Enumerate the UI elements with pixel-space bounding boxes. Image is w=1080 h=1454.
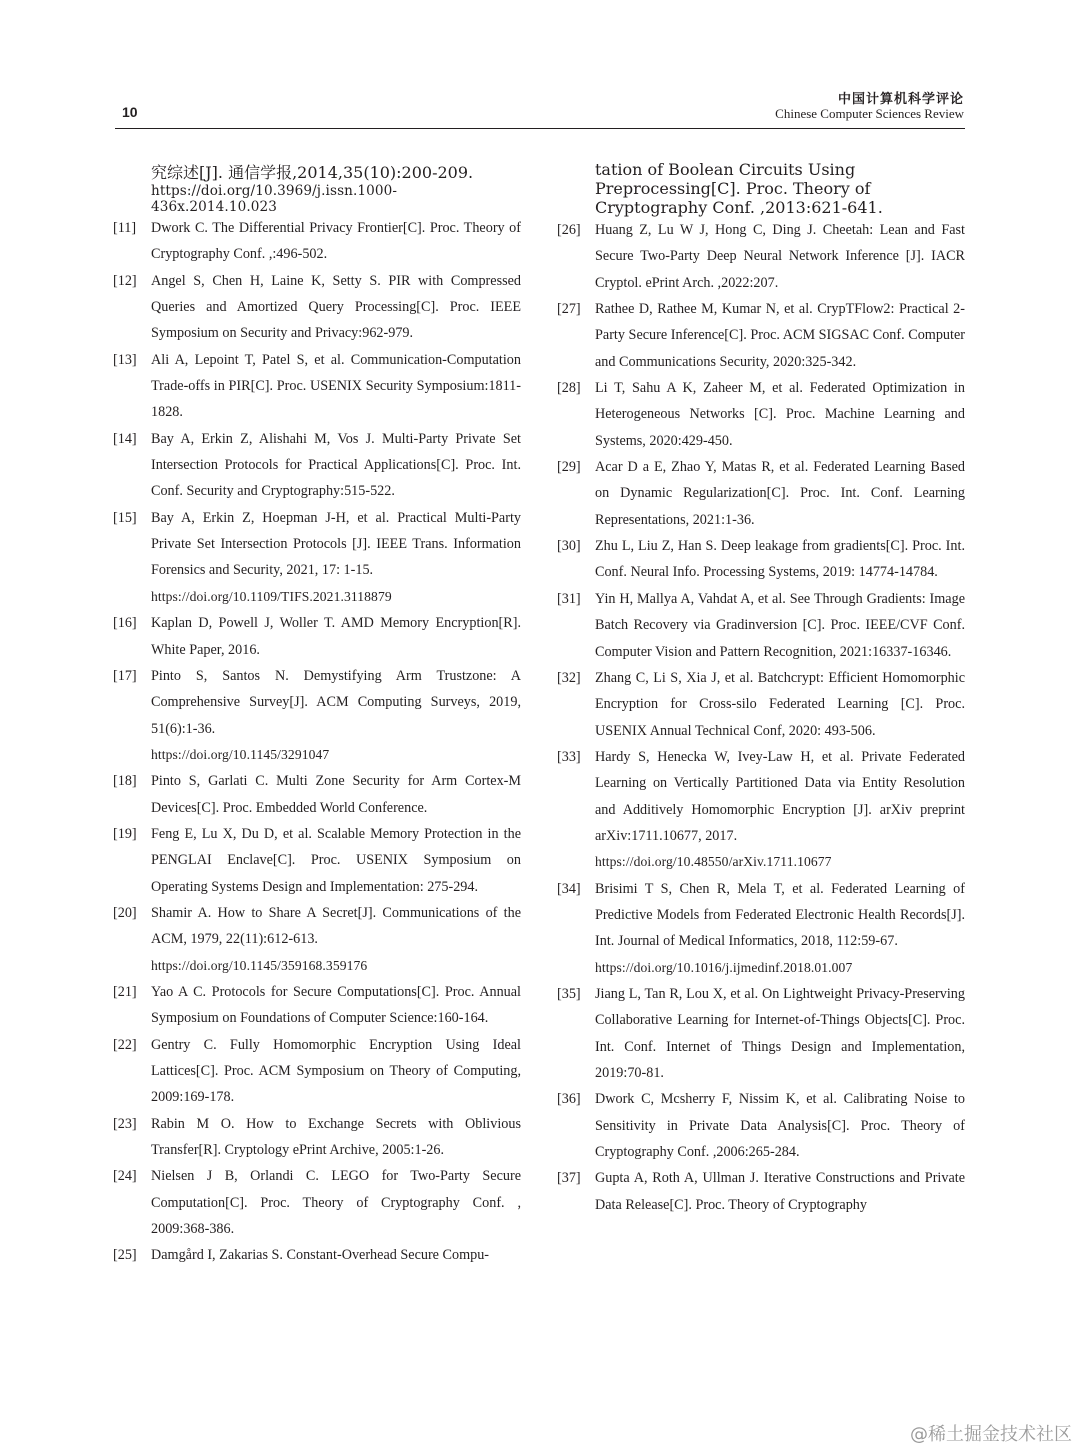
reference-entry: [557, 217, 965, 296]
page-number: 10: [122, 104, 138, 120]
left-column: [113, 160, 521, 1269]
reference-text: Li T, Sahu A K, Zaheer M, et al. Federated Optimization in Heterogeneous Networks [C]. Proc. Machine Learning and Systems, 2020:429-450.: [595, 380, 965, 449]
reference-number: [30]: [557, 538, 581, 555]
reference-text: Brisimi T S, Chen R, Mela T, et al. Federated Learning of Predictive Models from Federated Electronic Health Records[J]. Int. Journal of Medical Informatics, 2018, 112:59-67.: [595, 880, 965, 950]
reference-entry: [113, 821, 521, 900]
reference-entry: [557, 1086, 965, 1165]
reference-number: [20]: [113, 904, 137, 921]
continued-reference-text: tation of Boolean Circuits Using Preprocessing[C]. Proc. Theory of Cryptography Conf. ,2013:621-641.: [595, 160, 883, 217]
reference-entry: [113, 768, 521, 821]
reference-number: [27]: [557, 301, 581, 318]
reference-text: Pinto S, Santos N. Demystifying Arm Trustzone: A Comprehensive Survey[J]. ACM Computing Surveys, 2019, 51(6):1-36.: [151, 667, 521, 737]
reference-entry: [113, 1163, 521, 1242]
reference-entry: [113, 979, 521, 1032]
doi-link[interactable]: https://doi.org/10.48550/arXiv.1711.10677: [595, 854, 832, 870]
reference-entry: [113, 1242, 521, 1268]
watermark: @稀土掘金技术社区: [910, 1424, 1072, 1445]
reference-entry: [557, 744, 965, 876]
reference-number: [28]: [557, 380, 581, 397]
header-rule: [115, 128, 965, 129]
doi-link[interactable]: https://doi.org/10.1145/359168.359176: [151, 957, 368, 973]
reference-text: Huang Z, Lu W J, Hong C, Ding J. Cheetah: Lean and Fast Secure Two-Party Deep Neural Network Inference [J]. IACR Cryptol. ePrint Arch. ,2022:207.: [595, 222, 965, 291]
reference-entry: [113, 610, 521, 663]
reference-entry: [557, 454, 965, 533]
doi-link[interactable]: https://doi.org/10.3969/j.issn.1000-436x.2014.10.023: [151, 183, 398, 215]
journal-title-cn: 中国计算机科学评论: [837, 92, 964, 107]
reference-number: [13]: [113, 351, 137, 368]
reference-number: [19]: [113, 825, 137, 842]
reference-text: Yin H, Mallya A, Vahdat A, et al. See Through Gradients: Image Batch Recovery via Gradinversion [C]. Proc. IEEE/CVF Conf. Computer Vision and Pattern Recognition, 2021:16337-16346.: [595, 590, 965, 660]
reference-text: Bay A, Erkin Z, Alishahi M, Vos J. Multi-Party Private Set Intersection Protocols for Practical Applications[C]. Proc. Int. Conf. Security and Cryptography:515-522.: [151, 430, 521, 500]
reference-text: Zhu L, Liu Z, Han S. Deep leakage from gradients[C]. Proc. Int. Conf. Neural Info. Processing Systems, 2019: 14774-14784.: [595, 538, 965, 581]
reference-entry: [113, 1111, 521, 1164]
reference-text: Kaplan D, Powell J, Woller T. AMD Memory Encryption[R]. White Paper, 2016.: [151, 615, 521, 658]
reference-entry: [557, 876, 965, 981]
reference-number: [32]: [557, 669, 581, 686]
reference-entry: [557, 296, 965, 375]
reference-entry: [113, 900, 521, 979]
doi-link[interactable]: https://doi.org/10.1145/3291047: [151, 746, 330, 762]
reference-entry: [113, 1032, 521, 1111]
reference-text: Hardy S, Henecka W, Ivey-Law H, et al. Private Federated Learning on Vertically Partitioned Data via Entity Resolution and Additively Homomorphic Encryption [J]. arXiv preprint arXiv:1711.10677, 2017.: [595, 748, 965, 844]
reference-number: [17]: [113, 667, 137, 684]
continued-reference-text: 究综述[J]. 通信学报,2014,35(10):200-209.: [151, 163, 474, 182]
reference-entry: [557, 586, 965, 665]
reference-entry: [113, 505, 521, 610]
doi-link[interactable]: https://doi.org/10.1109/TIFS.2021.3118879: [151, 588, 392, 604]
reference-entry: [557, 981, 965, 1086]
reference-number: [35]: [557, 985, 581, 1002]
doi-link[interactable]: https://doi.org/10.1016/j.ijmedinf.2018.01.007: [595, 959, 853, 975]
reference-entry: [113, 426, 521, 505]
reference-number: [16]: [113, 615, 137, 632]
reference-text: Acar D a E, Zhao Y, Matas R, et al. Federated Learning Based on Dynamic Regularization[C]. Proc. Int. Conf. Learning Representations, 2021:1-36.: [595, 459, 965, 528]
reference-number: [29]: [557, 459, 581, 476]
reference-text: Gentry C. Fully Homomorphic Encryption Using Ideal Lattices[C]. Proc. ACM Symposium on Theory of Computing, 2009:169-178.: [151, 1036, 521, 1106]
reference-text: Pinto S, Garlati C. Multi Zone Security for Arm Cortex-M Devices[C]. Proc. Embedded World Conference.: [151, 773, 521, 816]
reference-text: Rabin M O. How to Exchange Secrets with Oblivious Transfer[R]. Cryptology ePrint Archive, 2005:1-26.: [151, 1115, 521, 1159]
continued-reference: [113, 160, 521, 215]
reference-text: Ali A, Lepoint T, Patel S, et al. Communication-Computation Trade-offs in PIR[C]. Proc. USENIX Security Symposium:1811-1828.: [151, 351, 521, 421]
reference-text: Jiang L, Tan R, Lou X, et al. On Lightweight Privacy-Preserving Collaborative Learning for Internet-of-Things Objects[C]. Proc. Int. Conf. Internet of Things Design and Implementation, 2019:70-81.: [595, 985, 965, 1081]
reference-text: Rathee D, Rathee M, Kumar N, et al. CrypTFlow2: Practical 2-Party Secure Inference[C]. Proc. ACM SIGSAC Conf. Computer and Communications Security, 2020:325-342.: [595, 301, 965, 370]
reference-text: Yao A C. Protocols for Secure Computations[C]. Proc. Annual Symposium on Foundations of Computer Science:160-164.: [151, 983, 521, 1027]
reference-text: Zhang C, Li S, Xia J, et al. Batchcrypt: Efficient Homomorphic Encryption for Cross-silo Federated Learning [C]. Proc. USENIX Annual Technical Conf, 2020: 493-506.: [595, 669, 965, 739]
reference-text: Gupta A, Roth A, Ullman J. Iterative Constructions and Private Data Release[C]. Proc. Theory of Cryptography: [595, 1170, 965, 1213]
reference-number: [22]: [113, 1036, 137, 1053]
reference-text: Feng E, Lu X, Du D, et al. Scalable Memory Protection in the PENGLAI Enclave[C]. Proc. USENIX Symposium on Operating Systems Design and Implementation: 275-294.: [151, 825, 521, 895]
reference-number: [24]: [113, 1168, 137, 1185]
reference-entry: [113, 347, 521, 426]
reference-entry: [557, 1165, 965, 1218]
reference-text: Shamir A. How to Share A Secret[J]. Communications of the ACM, 1979, 22(11):612-613.: [151, 904, 521, 948]
reference-number: [12]: [113, 272, 137, 289]
reference-number: [37]: [557, 1170, 581, 1187]
reference-text: Dwork C, Mcsherry F, Nissim K, et al. Calibrating Noise to Sensitivity in Private Data Analysis[C]. Proc. Theory of Cryptography Conf. ,2006:265-284.: [595, 1091, 965, 1161]
right-column: [557, 160, 965, 1218]
reference-entry: [113, 663, 521, 768]
reference-number: [11]: [113, 220, 137, 236]
reference-number: [33]: [557, 748, 581, 765]
reference-number: [23]: [113, 1115, 137, 1132]
reference-number: [15]: [113, 509, 137, 526]
reference-number: [21]: [113, 983, 137, 1000]
reference-entry: [557, 375, 965, 454]
reference-number: [31]: [557, 590, 581, 607]
reference-entry: [557, 665, 965, 744]
reference-entry: [113, 215, 521, 268]
reference-entry: [113, 268, 521, 347]
reference-number: [14]: [113, 430, 137, 447]
reference-number: [26]: [557, 222, 581, 238]
reference-number: [25]: [113, 1247, 137, 1264]
reference-text: Angel S, Chen H, Laine K, Setty S. PIR with Compressed Queries and Amortized Query Processing[C]. Proc. IEEE Symposium on Security and Privacy:962-979.: [151, 272, 521, 342]
reference-number: [18]: [113, 773, 137, 790]
reference-text: Dwork C. The Differential Privacy Frontier[C]. Proc. Theory of Cryptography Conf. ,:496-502.: [151, 220, 521, 263]
reference-text: Bay A, Erkin Z, Hoepman J-H, et al. Practical Multi-Party Private Set Intersection Protocols [J]. IEEE Trans. Information Forensics and Security, 2021, 17: 1-15.: [151, 509, 521, 579]
reference-number: [36]: [557, 1091, 581, 1108]
continued-reference: [557, 160, 965, 217]
reference-text: Nielsen J B, Orlandi C. LEGO for Two-Party Secure Computation[C]. Proc. Theory of Cryptography Conf. , 2009:368-386.: [151, 1168, 521, 1238]
journal-title-en: Chinese Computer Sciences Review: [775, 106, 964, 121]
reference-text: Damgård I, Zakarias S. Constant-Overhead Secure Compu-: [151, 1247, 490, 1264]
reference-entry: [557, 533, 965, 586]
reference-number: [34]: [557, 880, 581, 897]
